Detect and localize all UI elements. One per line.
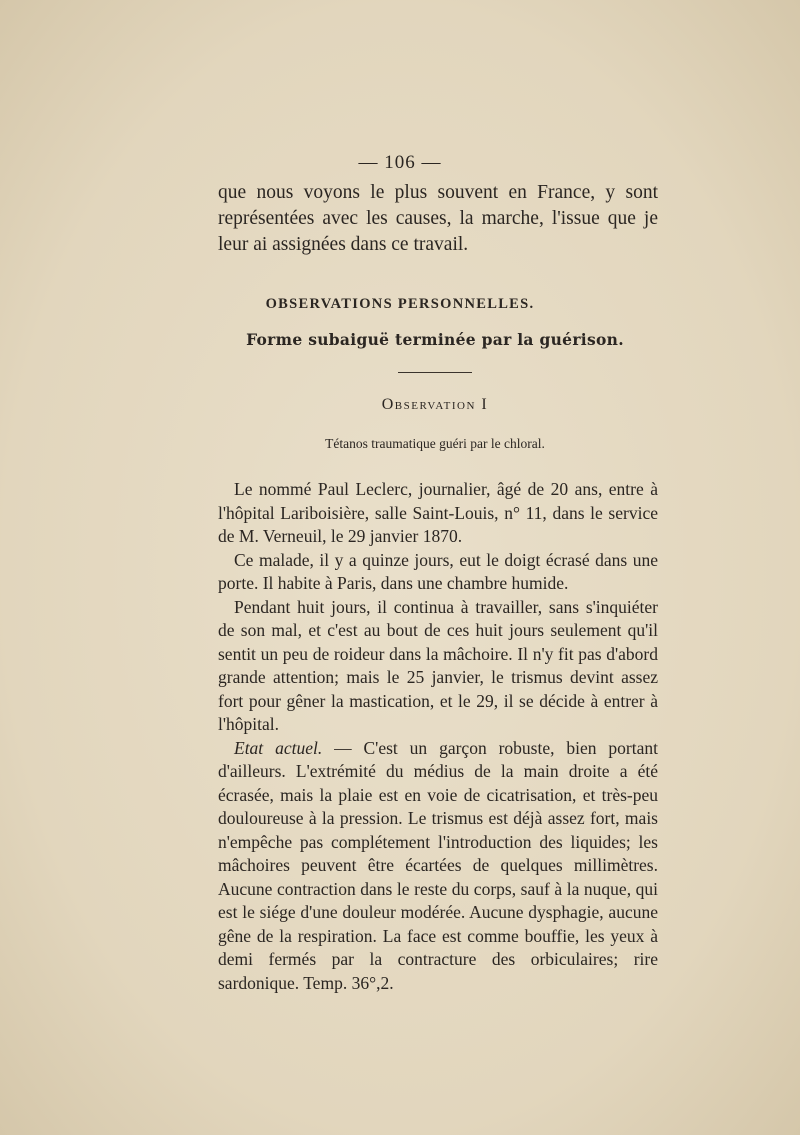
separator-rule	[398, 372, 472, 373]
observation-title: Observation I	[381, 396, 489, 413]
etat-label: Etat actuel.	[234, 737, 323, 758]
intro-block	[218, 180, 658, 258]
observation-body	[218, 478, 658, 995]
body-paragraph-3: Pendant huit jours, il continua à travailler, sans s'inquiéter de son mal, et c'est au bout de ces huit jours seulement qu'il sentit un peu de roideur dans la mâchoire. Il n'y fit pas d'abord grande attention; mais le 25 janvier, le trismus devint assez fort pour gêner la mastication, et le 29, il se décide à entrer à l'hôpital.	[218, 596, 658, 734]
section-heading: OBSERVATIONS PERSONNELLES.	[265, 296, 535, 312]
body-paragraph-1: Le nommé Paul Leclerc, journalier, âgé de 20 ans, entre à l'hôpital Lariboisière, salle Saint-Louis, n° 11, dans le service de M. Verneuil, le 29 janvier 1870.	[218, 479, 658, 546]
observation-subtitle: Tétanos traumatique guéri par le chloral.	[325, 436, 545, 451]
body-paragraph-etat	[218, 737, 658, 996]
section-subheading: Forme subaiguë terminée par la guérison.	[246, 330, 624, 349]
intro-paragraph: que nous voyons le plus souvent en France, y sont représentées avec les causes, la marche, l'issue que je leur ai assignées dans ce travail.	[218, 182, 658, 255]
etat-text: — C'est un garçon robuste, bien portant d'ailleurs. L'extrémité du médius de la main droite a été écrasée, mais la plaie est en voie de cicatrisation, et très-peu douloureuse à la pression. Le trismus est déjà assez fort, mais n'empêche pas complétement l'introduction des liquides; les mâchoires peuvent être écartées de quelques millimètres. Aucune contraction dans le reste du corps, sauf à la nuque, qui est le siége d'une douleur modérée. Aucune dysphagie, aucune gêne de la respiration. La face est comme bouffie, les yeux à demi fermés par la contracture des orbiculaires; rire sardonique. Temp. 36°,2.	[218, 737, 658, 993]
body-paragraph-2: Ce malade, il y a quinze jours, eut le doigt écrasé dans une porte. Il habite à Paris, dans une chambre humide.	[218, 549, 658, 593]
page-number: — 106 —	[358, 152, 442, 173]
